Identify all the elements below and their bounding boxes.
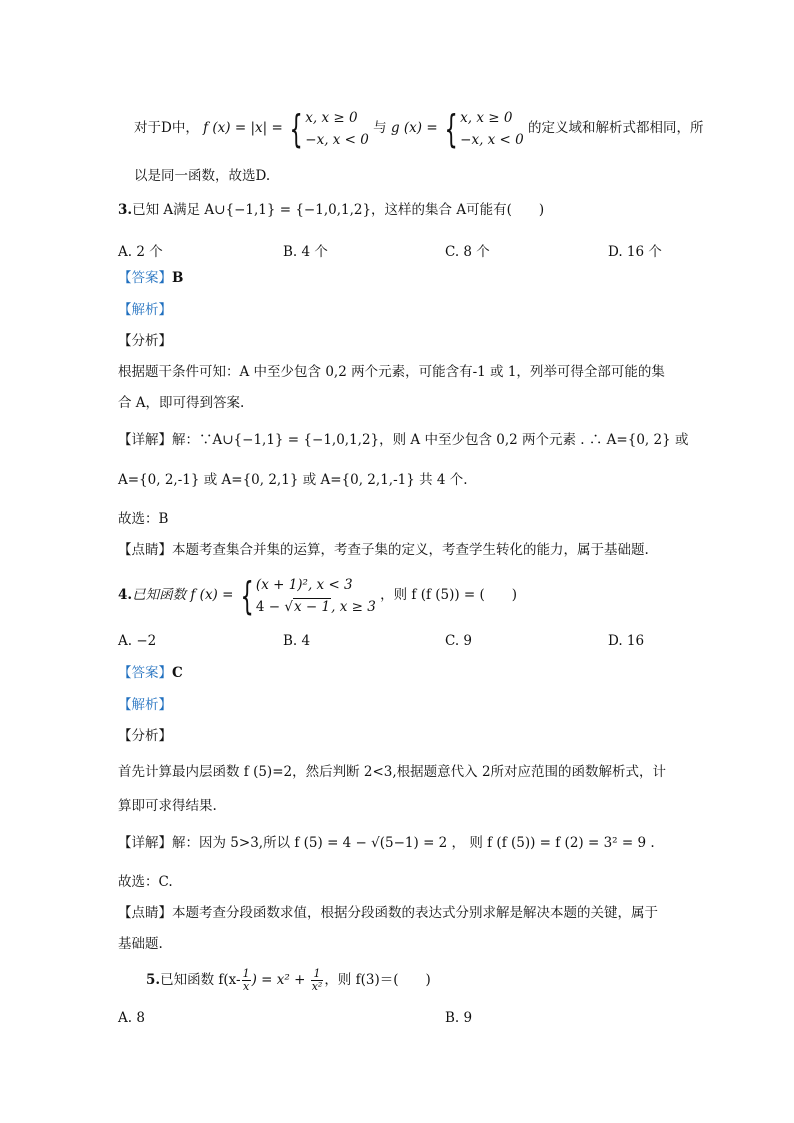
- q4-analysis-tag: 【解析】: [118, 697, 172, 713]
- d-mid: 与: [373, 120, 387, 136]
- q3-answer: [118, 268, 183, 288]
- q3-choose: 故选：B: [118, 511, 169, 527]
- q5-stem-post: ，则 f(3)＝( ): [324, 972, 431, 988]
- d-block-line1: [134, 106, 704, 150]
- q3-option-a: A. 2 个: [118, 244, 163, 260]
- q4-comment-text: 本题考查分段函数求值，根据分段函数的表达式分别求解是解决本题的关键，属于: [172, 905, 658, 921]
- q4-stem-post: ，则 f (f (5)) = ( ): [380, 587, 518, 603]
- q4-cases: { (x + 1)², x < 3 4 − √x − 1, x ≥ 3: [240, 574, 376, 618]
- q4-detail-line1: [118, 833, 655, 853]
- q4-stem: [118, 570, 517, 620]
- d-prefix: 对于D中，: [134, 120, 199, 136]
- q3-stem: [118, 200, 544, 220]
- d-f-lhs: f (x) = |x| =: [203, 120, 283, 136]
- q3-comment: [118, 540, 649, 560]
- q4-fenxi-tag: 【分析】: [118, 728, 172, 744]
- q3-detail-text: 解：∵A∪{−1,1} = {−1,0,1,2}，则 A 中至少包含 0,2 两个元素 . ∴ A={0, 2} 或: [172, 432, 689, 448]
- q4-answer-tag: 【答案】: [118, 665, 172, 681]
- q5-frac-2: $\frac{1}{\text{x²}}$: [311, 967, 323, 993]
- q4-option-b: B. 4: [283, 633, 311, 649]
- q5-stem-pre: 已知函数 f(x-: [160, 972, 241, 988]
- q3-fenxi-1: 根据题干条件可知：A 中至少包含 0,2 两个元素，可能含有-1 或 1，列举可得全部可能的集: [118, 364, 665, 380]
- q4-option-c: C. 9: [445, 633, 473, 649]
- q3-answer-value: B: [172, 270, 184, 286]
- q5-number: 5.: [146, 972, 161, 988]
- q5-option-b: B. 9: [445, 1010, 473, 1026]
- q4-answer-value: C: [172, 665, 183, 681]
- q3-detail-line1: [118, 430, 688, 450]
- q4-comment-line2: 基础题.: [118, 936, 163, 952]
- q4-fenxi-2: 算即可求得结果.: [118, 798, 217, 814]
- q3-detail-tag: 【详解】: [118, 432, 172, 448]
- d-f-cases: { x, x ≥ 0 −x, x < 0: [289, 106, 369, 151]
- q5-frac-1: $\frac{1}{x}$: [242, 967, 250, 993]
- q4-option-d: D. 16: [608, 633, 645, 649]
- q3-stem-text: 已知 A满足 A∪{−1,1} = {−1,0,1,2}，这样的集合 A可能有( ): [132, 202, 545, 218]
- q3-fenxi-2: 合 A，即可得到答案.: [118, 395, 245, 411]
- q5-stem: [146, 962, 431, 998]
- d-block-line2: 以是同一函数，故选D.: [134, 168, 271, 184]
- d-g-lhs: g (x) =: [390, 120, 438, 136]
- q3-option-d: D. 16 个: [608, 244, 662, 260]
- q4-option-a: A. −2: [118, 633, 157, 649]
- q3-option-b: B. 4 个: [283, 244, 328, 260]
- q4-stem-pre: 已知函数 f (x) =: [132, 587, 234, 603]
- q4-detail-tag: 【详解】: [118, 835, 172, 851]
- q3-option-c: C. 8 个: [445, 244, 490, 260]
- q4-comment-tag: 【点睛】: [118, 905, 172, 921]
- q4-fenxi-1: 首先计算最内层函数 f (5)=2，然后判断 2<3,根据题意代入 2所对应范围的函数解析式，计: [118, 764, 667, 780]
- q4-comment-line1: [118, 903, 658, 923]
- q4-number: 4.: [118, 587, 133, 603]
- d-suffix: 的定义域和解析式都相同，所: [528, 120, 704, 136]
- q3-detail-line2: A={0, 2,-1} 或 A={0, 2,1} 或 A={0, 2,1,-1} 共 4 个.: [118, 472, 468, 488]
- q3-analysis-tag: 【解析】: [118, 302, 172, 318]
- q3-comment-tag: 【点睛】: [118, 542, 172, 558]
- q3-answer-tag: 【答案】: [118, 270, 172, 286]
- q4-choose: 故选：C.: [118, 874, 173, 890]
- q3-fenxi-tag: 【分析】: [118, 333, 172, 349]
- d-g-cases: { x, x ≥ 0 −x, x < 0: [444, 106, 524, 151]
- q5-stem-mid: ) = x² +: [251, 972, 310, 988]
- q4-answer: [118, 663, 183, 683]
- q3-number: 3.: [118, 202, 133, 218]
- q3-comment-text: 本题考查集合并集的运算，考查子集的定义，考查学生转化的能力，属于基础题.: [172, 542, 649, 558]
- q5-option-a: A. 8: [118, 1010, 145, 1026]
- q4-detail-text: 解：因为 5>3,所以 f (5) = 4 − √(5−1) = 2 ， 则 f (f (5)) = f (2) = 3² = 9 .: [172, 835, 655, 851]
